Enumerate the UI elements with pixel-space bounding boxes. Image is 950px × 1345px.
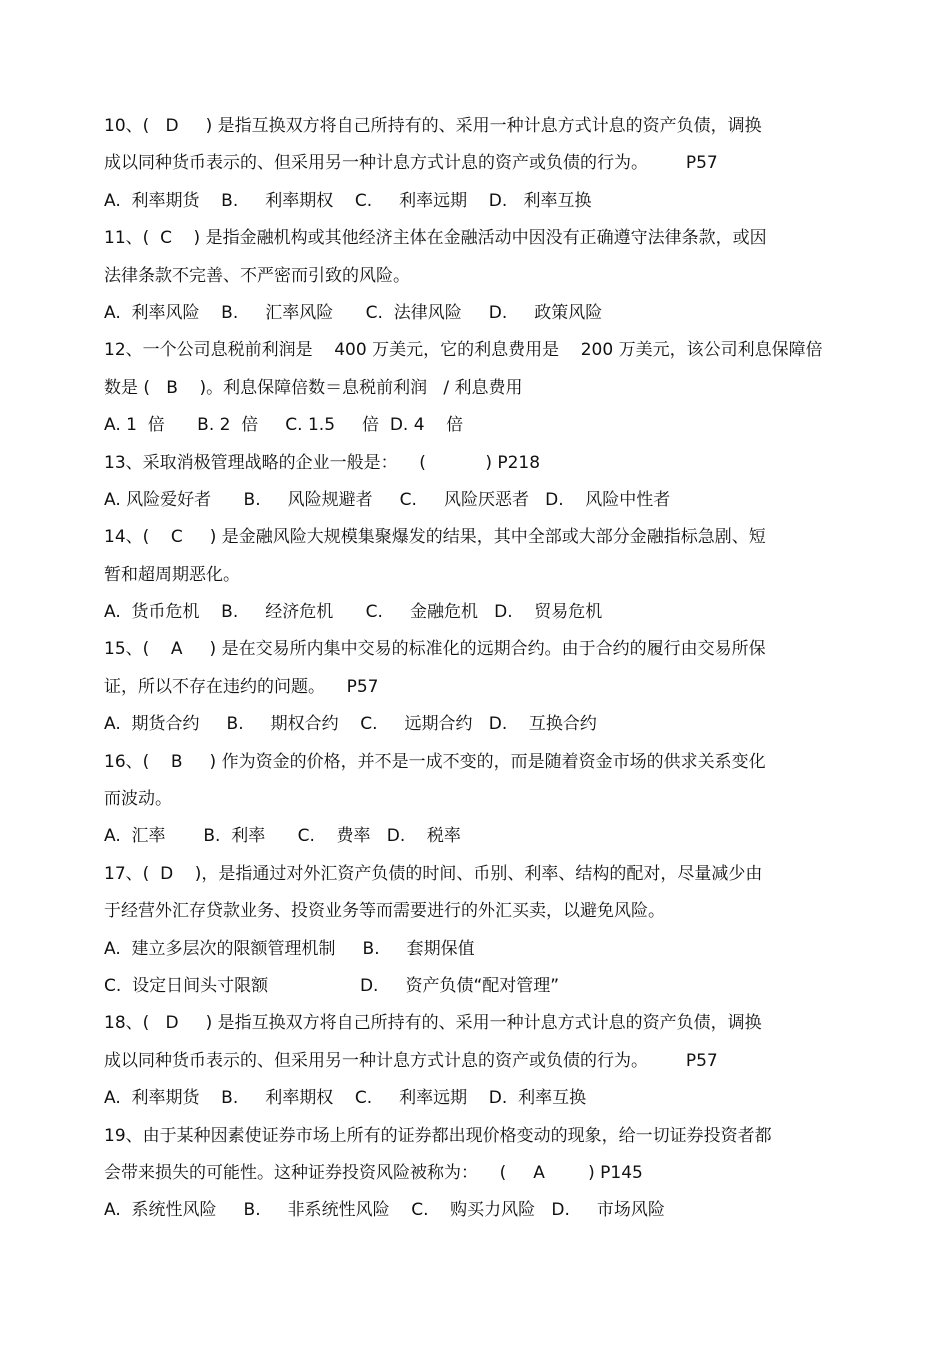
q10-stem-line-1: 10、( D ) 是指互换双方将自己所持有的、采用一种计息方式计息的资产负债，调换 [104,116,762,136]
q12-options: A. 1 倍 B. 2 倍 C. 1.5 倍 D. 4 倍 [104,415,464,436]
q16-options: A. 汇率 B. 利率 C. 费率 D. 税率 [104,826,461,847]
q13-stem: 13、采取消极管理战略的企业一般是： ( ) P218 [104,452,541,473]
q17-stem-line-2: 于经营外汇存贷款业务、投资业务等而需要进行的外汇买卖，以避免风险。 [104,901,665,922]
q17-options-line-2: C. 设定日间头寸限额 D. 资产负债“配对管理” [104,975,560,996]
q14-stem-line-2: 暂和超周期恶化。 [104,564,240,585]
q12-stem-line-1: 12、一个公司息税前利润是 400 万美元，它的利息费用是 200 万美元，该公司利息保障倍 [104,340,823,361]
q15-stem-line-2: 证，所以不存在违约的问题。 P57 [104,676,379,697]
q18-options: A. 利率期货 B. 利率期权 C. 利率远期 D. 利率互换 [104,1088,587,1109]
q15-stem-line-1: 15、( A ) 是在交易所内集中交易的标准化的远期合约。由于合约的履行由交易所保 [104,639,766,660]
q16-stem-line-1: 16、( B ) 作为资金的价格，并不是一成不变的，而是随着资金市场的供求关系变化 [104,751,766,772]
q19-stem-line-1: 19、由于某种因素使证券市场上所有的证券都出现价格变动的现象，给一切证券投资者都 [104,1125,772,1146]
q18-stem-line-1: 18、( D ) 是指互换双方将自己所持有的、采用一种计息方式计息的资产负债，调换 [104,1013,762,1034]
q17-options-line-1: A. 建立多层次的限额管理机制 B. 套期保值 [104,938,475,959]
q11-stem-line-2: 法律条款不完善、不严密而引致的风险。 [104,265,410,286]
q16-stem-line-2: 而波动。 [104,789,172,810]
q13-options: A. 风险爱好者 B. 风险规避者 C. 风险厌恶者 D. 风险中性者 [104,489,671,510]
q14-stem-line-1: 14、( C ) 是金融风险大规模集聚爆发的结果，其中全部或大部分金融指标急剧、短 [104,527,766,548]
q19-stem-line-2: 会带来损失的可能性。这种证券投资风险被称为： ( A ) P145 [104,1162,643,1183]
q10-stem-line-2: 成以同种货币表示的、但采用另一种计息方式计息的资产或负债的行为。 P57 [104,153,718,174]
q11-stem-line-1: 11、( C ) 是指金融机构或其他经济主体在金融活动中因没有正确遵守法律条款，或因 [104,228,767,249]
q12-stem-line-2: 数是 ( B )。利息保障倍数＝息税前利润 / 利息费用 [104,377,523,398]
q17-stem-line-1: 17、( D )，是指通过对外汇资产负债的时间、币别、利率、结构的配对，尽量减少由 [104,863,763,884]
q18-stem-line-2: 成以同种货币表示的、但采用另一种计息方式计息的资产或负债的行为。 P57 [104,1050,718,1071]
q11-options: A. 利率风险 B. 汇率风险 C. 法律风险 D. 政策风险 [104,302,603,323]
q15-options: A. 期货合约 B. 期权合约 C. 远期合约 D. 互换合约 [104,714,597,735]
q19-options: A. 系统性风险 B. 非系统性风险 C. 购买力风险 D. 市场风险 [104,1200,665,1221]
question-list [104,108,844,1230]
q10-options: A. 利率期货 B. 利率期权 C. 利率远期 D. 利率互换 [104,190,592,211]
q14-options: A. 货币危机 B. 经济危机 C. 金融危机 D. 贸易危机 [104,602,603,623]
